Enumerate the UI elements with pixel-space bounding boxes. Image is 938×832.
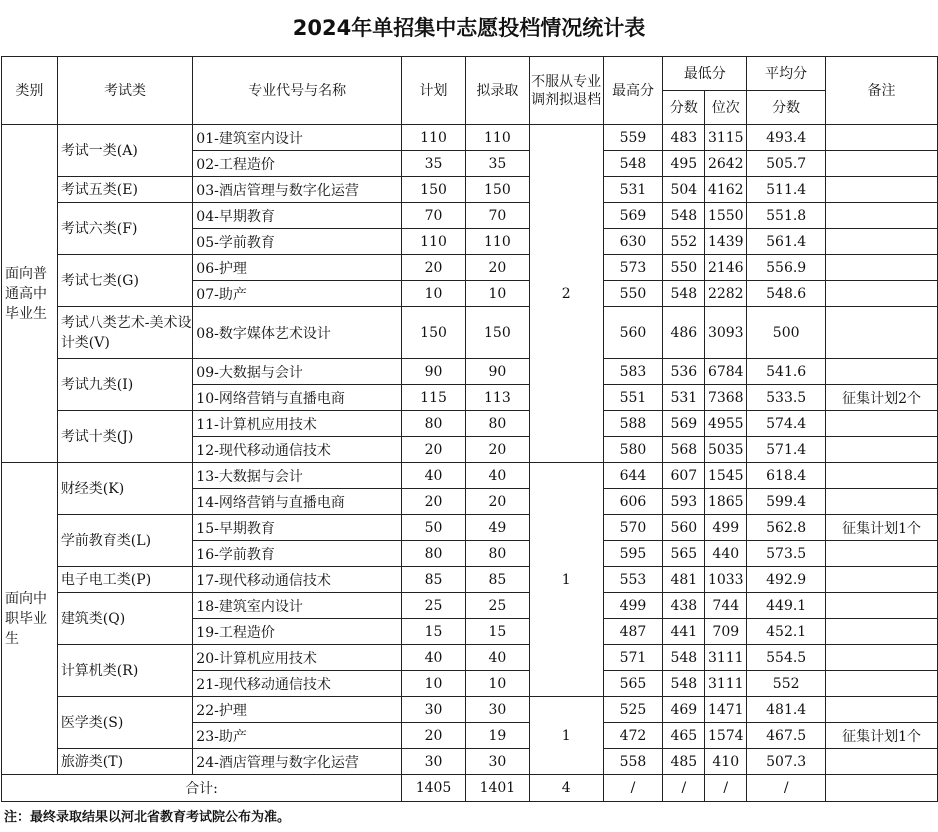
total-row [2, 775, 938, 802]
table-title: 2024年单招集中志愿投档情况统计表 [292, 16, 646, 40]
max-score-cell: 548 [603, 151, 663, 177]
admit-cell: 35 [465, 151, 529, 177]
table-row [2, 515, 938, 541]
admit-cell: 10 [465, 671, 529, 697]
min-score-cell: 548 [663, 645, 705, 671]
remark-cell [826, 463, 938, 489]
max-score-cell: 570 [603, 515, 663, 541]
reject-cell: 1 [529, 463, 603, 697]
min-rank-cell: 4955 [705, 411, 747, 437]
admit-cell: 113 [465, 385, 529, 411]
remark-cell [826, 697, 938, 723]
avg-score-cell: 556.9 [747, 255, 826, 281]
admit-cell: 110 [465, 229, 529, 255]
major-cell: 04-早期教育 [193, 203, 402, 229]
max-score-cell: 571 [603, 645, 663, 671]
header-min-score: 分数 [663, 91, 705, 125]
exam-type-cell: 计算机类(R) [57, 645, 192, 697]
major-cell: 13-大数据与会计 [193, 463, 402, 489]
header-reject: 不服从专业调剂拟退档 [529, 57, 603, 125]
major-cell: 06-护理 [193, 255, 402, 281]
table-row [2, 255, 938, 281]
reject-cell: 2 [529, 125, 603, 463]
remark-cell [826, 411, 938, 437]
plan-cell: 150 [402, 307, 466, 359]
avg-score-cell: 548.6 [747, 281, 826, 307]
major-cell: 17-现代移动通信技术 [193, 567, 402, 593]
min-rank-cell: 2282 [705, 281, 747, 307]
exam-type-cell: 旅游类(T) [57, 749, 192, 775]
max-score-cell: 560 [603, 307, 663, 359]
table-row [2, 463, 938, 489]
admit-cell: 49 [465, 515, 529, 541]
table-row [2, 125, 938, 151]
major-cell: 14-网络营销与直播电商 [193, 489, 402, 515]
plan-cell: 85 [402, 567, 466, 593]
header-avg-group: 平均分 [747, 57, 826, 91]
min-score-cell: 441 [663, 619, 705, 645]
min-score-cell: 486 [663, 307, 705, 359]
exam-type-cell: 考试五类(E) [57, 177, 192, 203]
total-rank: / [705, 775, 747, 802]
max-score-cell: 499 [603, 593, 663, 619]
major-cell: 20-计算机应用技术 [193, 645, 402, 671]
plan-cell: 10 [402, 671, 466, 697]
header-major: 专业代号与名称 [193, 57, 402, 125]
exam-type-cell: 考试八类艺术-美术设计类(V) [57, 307, 192, 359]
admit-cell: 19 [465, 723, 529, 749]
max-score-cell: 487 [603, 619, 663, 645]
table-row [2, 177, 938, 203]
table-row [2, 359, 938, 385]
plan-cell: 10 [402, 281, 466, 307]
remark-cell [826, 255, 938, 281]
max-score-cell: 630 [603, 229, 663, 255]
min-rank-cell: 1439 [705, 229, 747, 255]
exam-type-cell: 学前教育类(L) [57, 515, 192, 567]
remark-cell [826, 359, 938, 385]
min-score-cell: 536 [663, 359, 705, 385]
remark-cell [826, 619, 938, 645]
plan-cell: 30 [402, 697, 466, 723]
min-rank-cell: 3115 [705, 125, 747, 151]
avg-score-cell: 449.1 [747, 593, 826, 619]
header-min-rank: 位次 [705, 91, 747, 125]
max-score-cell: 565 [603, 671, 663, 697]
remark-cell [826, 593, 938, 619]
exam-type-cell: 电子电工类(P) [57, 567, 192, 593]
min-score-cell: 560 [663, 515, 705, 541]
admit-cell: 30 [465, 749, 529, 775]
avg-score-cell: 533.5 [747, 385, 826, 411]
plan-cell: 20 [402, 255, 466, 281]
min-rank-cell: 7368 [705, 385, 747, 411]
min-rank-cell: 3093 [705, 307, 747, 359]
min-score-cell: 552 [663, 229, 705, 255]
remark-cell [826, 489, 938, 515]
exam-type-cell: 考试七类(G) [57, 255, 192, 307]
remark-cell [826, 177, 938, 203]
avg-score-cell: 573.5 [747, 541, 826, 567]
table-row [2, 593, 938, 619]
max-score-cell: 559 [603, 125, 663, 151]
min-rank-cell: 2146 [705, 255, 747, 281]
plan-cell: 110 [402, 229, 466, 255]
max-score-cell: 573 [603, 255, 663, 281]
major-cell: 10-网络营销与直播电商 [193, 385, 402, 411]
avg-score-cell: 500 [747, 307, 826, 359]
avg-score-cell: 507.3 [747, 749, 826, 775]
min-score-cell: 495 [663, 151, 705, 177]
min-score-cell: 568 [663, 437, 705, 463]
min-rank-cell: 1471 [705, 697, 747, 723]
remark-cell [826, 203, 938, 229]
remark-cell [826, 437, 938, 463]
header-avg-score: 分数 [747, 91, 826, 125]
total-plan: 1405 [402, 775, 466, 802]
table-row [2, 567, 938, 593]
avg-score-cell: 541.6 [747, 359, 826, 385]
admit-cell: 85 [465, 567, 529, 593]
min-score-cell: 607 [663, 463, 705, 489]
avg-score-cell: 618.4 [747, 463, 826, 489]
avg-score-cell: 552 [747, 671, 826, 697]
exam-type-cell: 考试六类(F) [57, 203, 192, 255]
remark-cell [826, 671, 938, 697]
plan-cell: 90 [402, 359, 466, 385]
admit-cell: 80 [465, 411, 529, 437]
min-rank-cell: 6784 [705, 359, 747, 385]
header-remark: 备注 [826, 57, 938, 125]
remark-cell [826, 749, 938, 775]
major-cell: 05-学前教育 [193, 229, 402, 255]
plan-cell: 15 [402, 619, 466, 645]
max-score-cell: 595 [603, 541, 663, 567]
plan-cell: 25 [402, 593, 466, 619]
max-score-cell: 551 [603, 385, 663, 411]
min-score-cell: 569 [663, 411, 705, 437]
remark-cell [826, 541, 938, 567]
min-rank-cell: 3111 [705, 671, 747, 697]
max-score-cell: 558 [603, 749, 663, 775]
avg-score-cell: 551.8 [747, 203, 826, 229]
major-cell: 21-现代移动通信技术 [193, 671, 402, 697]
max-score-cell: 606 [603, 489, 663, 515]
major-cell: 11-计算机应用技术 [193, 411, 402, 437]
plan-cell: 115 [402, 385, 466, 411]
min-score-cell: 504 [663, 177, 705, 203]
avg-score-cell: 561.4 [747, 229, 826, 255]
category-cell: 面向普通高中毕业生 [2, 125, 58, 463]
min-score-cell: 548 [663, 671, 705, 697]
avg-score-cell: 574.4 [747, 411, 826, 437]
avg-score-cell: 452.1 [747, 619, 826, 645]
min-score-cell: 469 [663, 697, 705, 723]
avg-score-cell: 554.5 [747, 645, 826, 671]
remark-cell: 征集计划1个 [826, 515, 938, 541]
min-rank-cell: 1865 [705, 489, 747, 515]
total-admit: 1401 [465, 775, 529, 802]
plan-cell: 110 [402, 125, 466, 151]
major-cell: 07-助产 [193, 281, 402, 307]
total-label: 合计: [2, 775, 402, 802]
remark-cell: 征集计划1个 [826, 723, 938, 749]
table-row [2, 645, 938, 671]
min-score-cell: 548 [663, 203, 705, 229]
remark-cell: 征集计划2个 [826, 385, 938, 411]
min-score-cell: 593 [663, 489, 705, 515]
max-score-cell: 588 [603, 411, 663, 437]
major-cell: 08-数字媒体艺术设计 [193, 307, 402, 359]
admit-cell: 90 [465, 359, 529, 385]
min-score-cell: 485 [663, 749, 705, 775]
avg-score-cell: 493.4 [747, 125, 826, 151]
min-score-cell: 465 [663, 723, 705, 749]
admit-cell: 10 [465, 281, 529, 307]
max-score-cell: 553 [603, 567, 663, 593]
plan-cell: 50 [402, 515, 466, 541]
min-rank-cell: 5035 [705, 437, 747, 463]
plan-cell: 80 [402, 411, 466, 437]
avg-score-cell: 562.8 [747, 515, 826, 541]
exam-type-cell: 财经类(K) [57, 463, 192, 515]
remark-cell [826, 151, 938, 177]
plan-cell: 20 [402, 723, 466, 749]
max-score-cell: 583 [603, 359, 663, 385]
exam-type-cell: 考试一类(A) [57, 125, 192, 177]
min-rank-cell: 1033 [705, 567, 747, 593]
admit-cell: 30 [465, 697, 529, 723]
plan-cell: 35 [402, 151, 466, 177]
plan-cell: 150 [402, 177, 466, 203]
total-reject: 4 [529, 775, 603, 802]
max-score-cell: 525 [603, 697, 663, 723]
remark-cell [826, 229, 938, 255]
major-cell: 01-建筑室内设计 [193, 125, 402, 151]
header-exam-type: 考试类 [57, 57, 192, 125]
avg-score-cell: 571.4 [747, 437, 826, 463]
max-score-cell: 569 [603, 203, 663, 229]
total-max: / [603, 775, 663, 802]
admit-cell: 150 [465, 177, 529, 203]
plan-cell: 80 [402, 541, 466, 567]
table-row [2, 307, 938, 359]
min-score-cell: 531 [663, 385, 705, 411]
footnote: 注：最终录取结果以河北省教育考试院公布为准。 [4, 810, 291, 825]
admit-cell: 70 [465, 203, 529, 229]
admit-cell: 20 [465, 255, 529, 281]
major-cell: 16-学前教育 [193, 541, 402, 567]
min-rank-cell: 2642 [705, 151, 747, 177]
min-rank-cell: 744 [705, 593, 747, 619]
min-rank-cell: 1574 [705, 723, 747, 749]
min-rank-cell: 1545 [705, 463, 747, 489]
plan-cell: 70 [402, 203, 466, 229]
min-score-cell: 548 [663, 281, 705, 307]
remark-cell [826, 281, 938, 307]
header-plan: 计划 [402, 57, 466, 125]
header-admit: 拟录取 [465, 57, 529, 125]
max-score-cell: 550 [603, 281, 663, 307]
min-score-cell: 483 [663, 125, 705, 151]
min-score-cell: 565 [663, 541, 705, 567]
exam-type-cell: 建筑类(Q) [57, 593, 192, 645]
table-row [2, 697, 938, 723]
min-rank-cell: 1550 [705, 203, 747, 229]
admit-cell: 15 [465, 619, 529, 645]
major-cell: 24-酒店管理与数字化运营 [193, 749, 402, 775]
remark-cell [826, 307, 938, 359]
avg-score-cell: 481.4 [747, 697, 826, 723]
major-cell: 19-工程造价 [193, 619, 402, 645]
plan-cell: 20 [402, 437, 466, 463]
admit-cell: 25 [465, 593, 529, 619]
avg-score-cell: 511.4 [747, 177, 826, 203]
table-row [2, 411, 938, 437]
max-score-cell: 472 [603, 723, 663, 749]
total-avg: / [747, 775, 826, 802]
major-cell: 18-建筑室内设计 [193, 593, 402, 619]
min-score-cell: 481 [663, 567, 705, 593]
major-cell: 03-酒店管理与数字化运营 [193, 177, 402, 203]
plan-cell: 40 [402, 645, 466, 671]
max-score-cell: 531 [603, 177, 663, 203]
exam-type-cell: 医学类(S) [57, 697, 192, 749]
total-remark [826, 775, 938, 802]
plan-cell: 30 [402, 749, 466, 775]
admit-cell: 20 [465, 489, 529, 515]
max-score-cell: 580 [603, 437, 663, 463]
major-cell: 09-大数据与会计 [193, 359, 402, 385]
remark-cell [826, 125, 938, 151]
admit-cell: 150 [465, 307, 529, 359]
avg-score-cell: 505.7 [747, 151, 826, 177]
min-score-cell: 550 [663, 255, 705, 281]
min-rank-cell: 440 [705, 541, 747, 567]
header-max-score: 最高分 [603, 57, 663, 125]
admit-cell: 40 [465, 463, 529, 489]
exam-type-cell: 考试十类(J) [57, 411, 192, 463]
max-score-cell: 644 [603, 463, 663, 489]
min-rank-cell: 499 [705, 515, 747, 541]
admission-table [1, 56, 938, 802]
admit-cell: 110 [465, 125, 529, 151]
avg-score-cell: 492.9 [747, 567, 826, 593]
remark-cell [826, 567, 938, 593]
min-rank-cell: 4162 [705, 177, 747, 203]
min-score-cell: 438 [663, 593, 705, 619]
admit-cell: 80 [465, 541, 529, 567]
major-cell: 15-早期教育 [193, 515, 402, 541]
avg-score-cell: 599.4 [747, 489, 826, 515]
admit-cell: 20 [465, 437, 529, 463]
min-rank-cell: 410 [705, 749, 747, 775]
plan-cell: 20 [402, 489, 466, 515]
major-cell: 22-护理 [193, 697, 402, 723]
avg-score-cell: 467.5 [747, 723, 826, 749]
major-cell: 23-助产 [193, 723, 402, 749]
min-rank-cell: 3111 [705, 645, 747, 671]
header-category: 类别 [2, 57, 58, 125]
reject-cell: 1 [529, 697, 603, 775]
table-row [2, 203, 938, 229]
remark-cell [826, 645, 938, 671]
major-cell: 02-工程造价 [193, 151, 402, 177]
table-row [2, 749, 938, 775]
category-cell: 面向中职毕业生 [2, 463, 58, 775]
min-rank-cell: 709 [705, 619, 747, 645]
exam-type-cell: 考试九类(I) [57, 359, 192, 411]
major-cell: 12-现代移动通信技术 [193, 437, 402, 463]
total-min: / [663, 775, 705, 802]
admit-cell: 40 [465, 645, 529, 671]
header-min-group: 最低分 [663, 57, 747, 91]
plan-cell: 40 [402, 463, 466, 489]
